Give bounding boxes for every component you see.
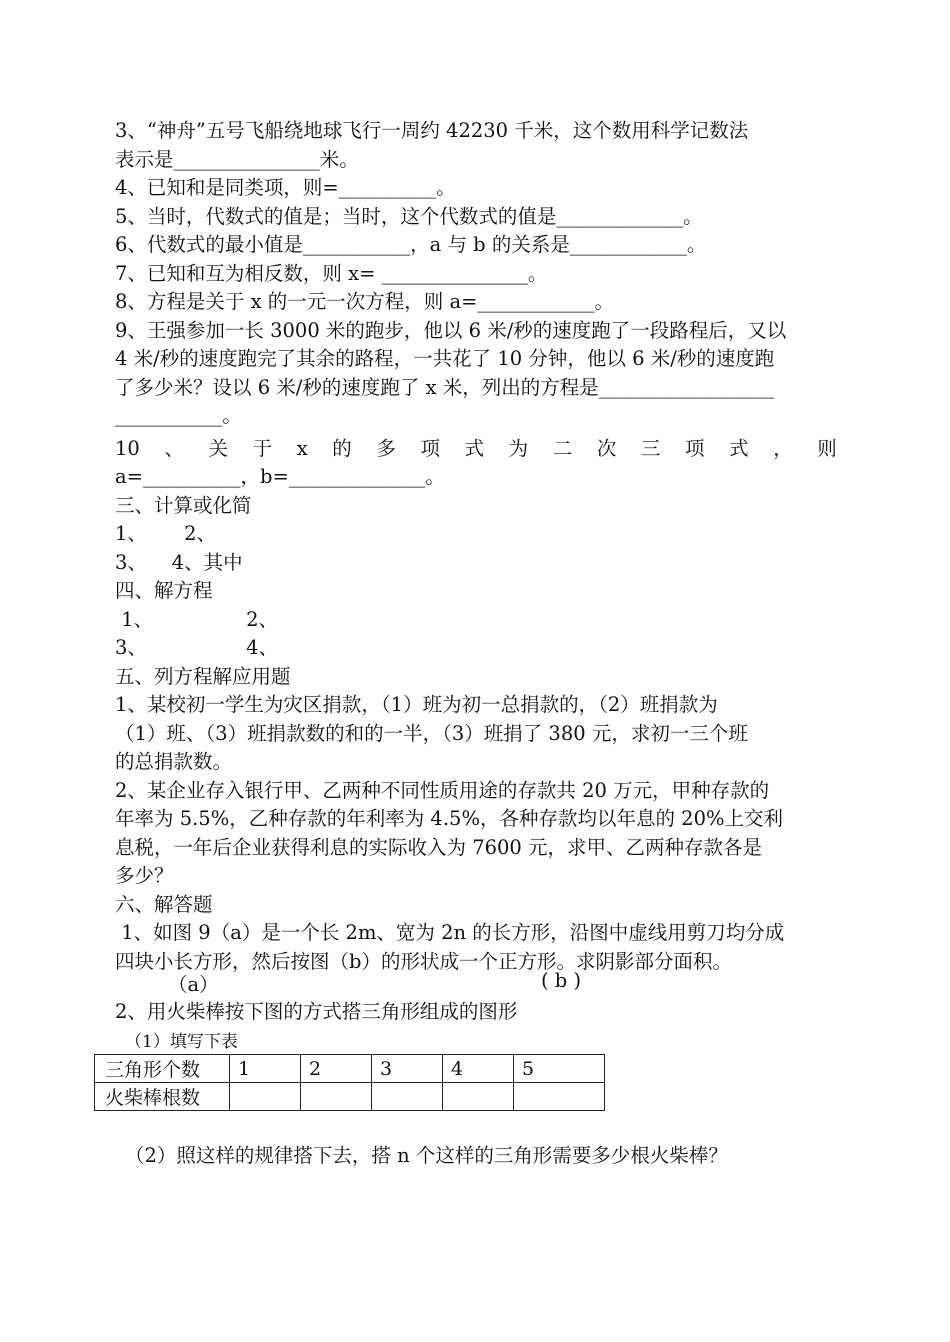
q10-token: 式: [729, 436, 749, 460]
calc-row1: 1、 2、: [115, 522, 217, 545]
q10-token: 多: [376, 436, 396, 460]
table-cell-empty: [514, 1083, 605, 1111]
apply-p2-line4: 多少？: [115, 864, 174, 887]
q9-line3: 了多少米？设以 6 米/秒的速度跑了 x 米，列出的方程是__________________: [115, 375, 775, 399]
matchstick-table: [94, 1054, 605, 1111]
section-calc-title: 三、计算或化简: [115, 493, 252, 517]
q10-line1: [115, 435, 837, 464]
q10-token: 为: [508, 436, 529, 460]
q10-token: 10: [115, 436, 140, 460]
figure-b-label: ( b ): [541, 969, 582, 992]
q10-token: x: [296, 436, 308, 460]
figure-a-label: （a）: [168, 973, 219, 996]
document-body: [115, 117, 837, 976]
q10-token: 项: [685, 436, 705, 460]
table-cell-empty: [301, 1083, 372, 1111]
q10-token: 二: [552, 436, 573, 460]
q10-token: 的: [332, 436, 352, 460]
table-row-header: 三角形个数: [95, 1055, 230, 1083]
q10-token: 项: [420, 436, 440, 460]
table-cell: 4: [443, 1055, 514, 1083]
q10-token: 、: [164, 436, 184, 460]
answer-p2: 2、用火柴棒按下图的方式搭三角形组成的图形: [115, 1000, 518, 1023]
q9-line4: ___________。: [115, 404, 242, 427]
q3-line1: 3、“神舟”五号飞船绕地球飞行一周约 42230 千米，这个数用科学记数法: [115, 119, 749, 142]
q9-line1: 9、王强参加一长 3000 米的跑步，他以 6 米/秒的速度跑了一段路程后，又以: [115, 318, 787, 342]
q7: 7、已知和互为相反数，则 x= _______________。: [115, 261, 548, 285]
answer-sub2: （2）照这样的规律搭下去，搭 n 个这样的三角形需要多少根火柴棒？: [125, 1144, 728, 1167]
q4: 4、已知和是同类项，则=__________。: [115, 176, 456, 199]
table-cell-empty: [372, 1083, 443, 1111]
apply-p1-line1: 1、某校初一学生为灾区捐款，（1）班为初一总捐款的，（2）班捐款为: [115, 693, 718, 716]
q10-token: ，: [773, 436, 793, 460]
q6: 6、代数式的最小值是___________，a 与 b 的关系是____________。: [115, 233, 707, 256]
table-row: [95, 1083, 605, 1111]
q8: 8、方程是关于 x 的一元一次方程，则 a=____________。: [115, 290, 614, 313]
table-row: [95, 1055, 605, 1083]
solve-row2: 3、 4、: [115, 636, 278, 659]
section-apply-title: 五、列方程解应用题: [115, 664, 291, 688]
q3-line2: 表示是_______________米。: [115, 147, 359, 171]
apply-p2-line1: 2、某企业存入银行甲、乙两种不同性质用途的存款共 20 万元，甲种存款的: [115, 778, 770, 802]
q9-line2: 4 米/秒的速度跑完了其余的路程，一共花了 10 分钟，他以 6 米/秒的速度跑: [115, 347, 775, 370]
section-answer-title: 六、解答题: [115, 892, 213, 916]
section-solve-title: 四、解方程: [115, 579, 213, 602]
table-cell: 2: [301, 1055, 372, 1083]
apply-p2-line3: 息税，一年后企业获得利息的实际收入为 7600 元，求甲、乙两种存款各是: [115, 835, 763, 859]
answer-p1-line1: 1、如图 9（a）是一个长 2m、宽为 2n 的长方形，沿图中虚线用剪刀均分成: [115, 921, 785, 944]
table-cell-empty: [443, 1083, 514, 1111]
q10-token: 于: [252, 436, 273, 460]
q10-token: 次: [596, 436, 617, 460]
apply-p2-line2: 年率为 5.5%，乙种存款的年利率为 4.5%，各种存款均以年息的 20%上交利: [115, 807, 784, 830]
q10-token: 关: [208, 436, 229, 460]
table-row-header: 火柴棒根数: [95, 1083, 230, 1111]
table-cell: 3: [372, 1055, 443, 1083]
table-instruction: （1）填写下表: [125, 1032, 238, 1052]
q10-line2: a=__________，b=______________。: [115, 465, 445, 488]
q10-token: 式: [464, 436, 485, 460]
q5: 5、当时，代数式的值是；当时，这个代数式的值是_____________。: [115, 204, 703, 228]
apply-p1-line3: 的总捐款数。: [115, 750, 233, 773]
q10-token: 三: [640, 436, 661, 460]
table-cell: 5: [514, 1055, 605, 1083]
calc-row2: 3、 4、其中: [115, 550, 243, 574]
solve-row1: 1、 2、: [115, 607, 278, 631]
table-cell-empty: [230, 1083, 301, 1111]
q10-token: 则: [817, 436, 837, 460]
table-cell: 1: [230, 1055, 301, 1083]
apply-p1-line2: （1）班、（3）班捐款数的和的一半，（3）班捐了 380 元，求初一三个班: [115, 721, 748, 745]
answer-p1-line2: 四块小长方形，然后按图（b）的形状成一个正方形。求阴影部分面积。: [115, 949, 732, 973]
